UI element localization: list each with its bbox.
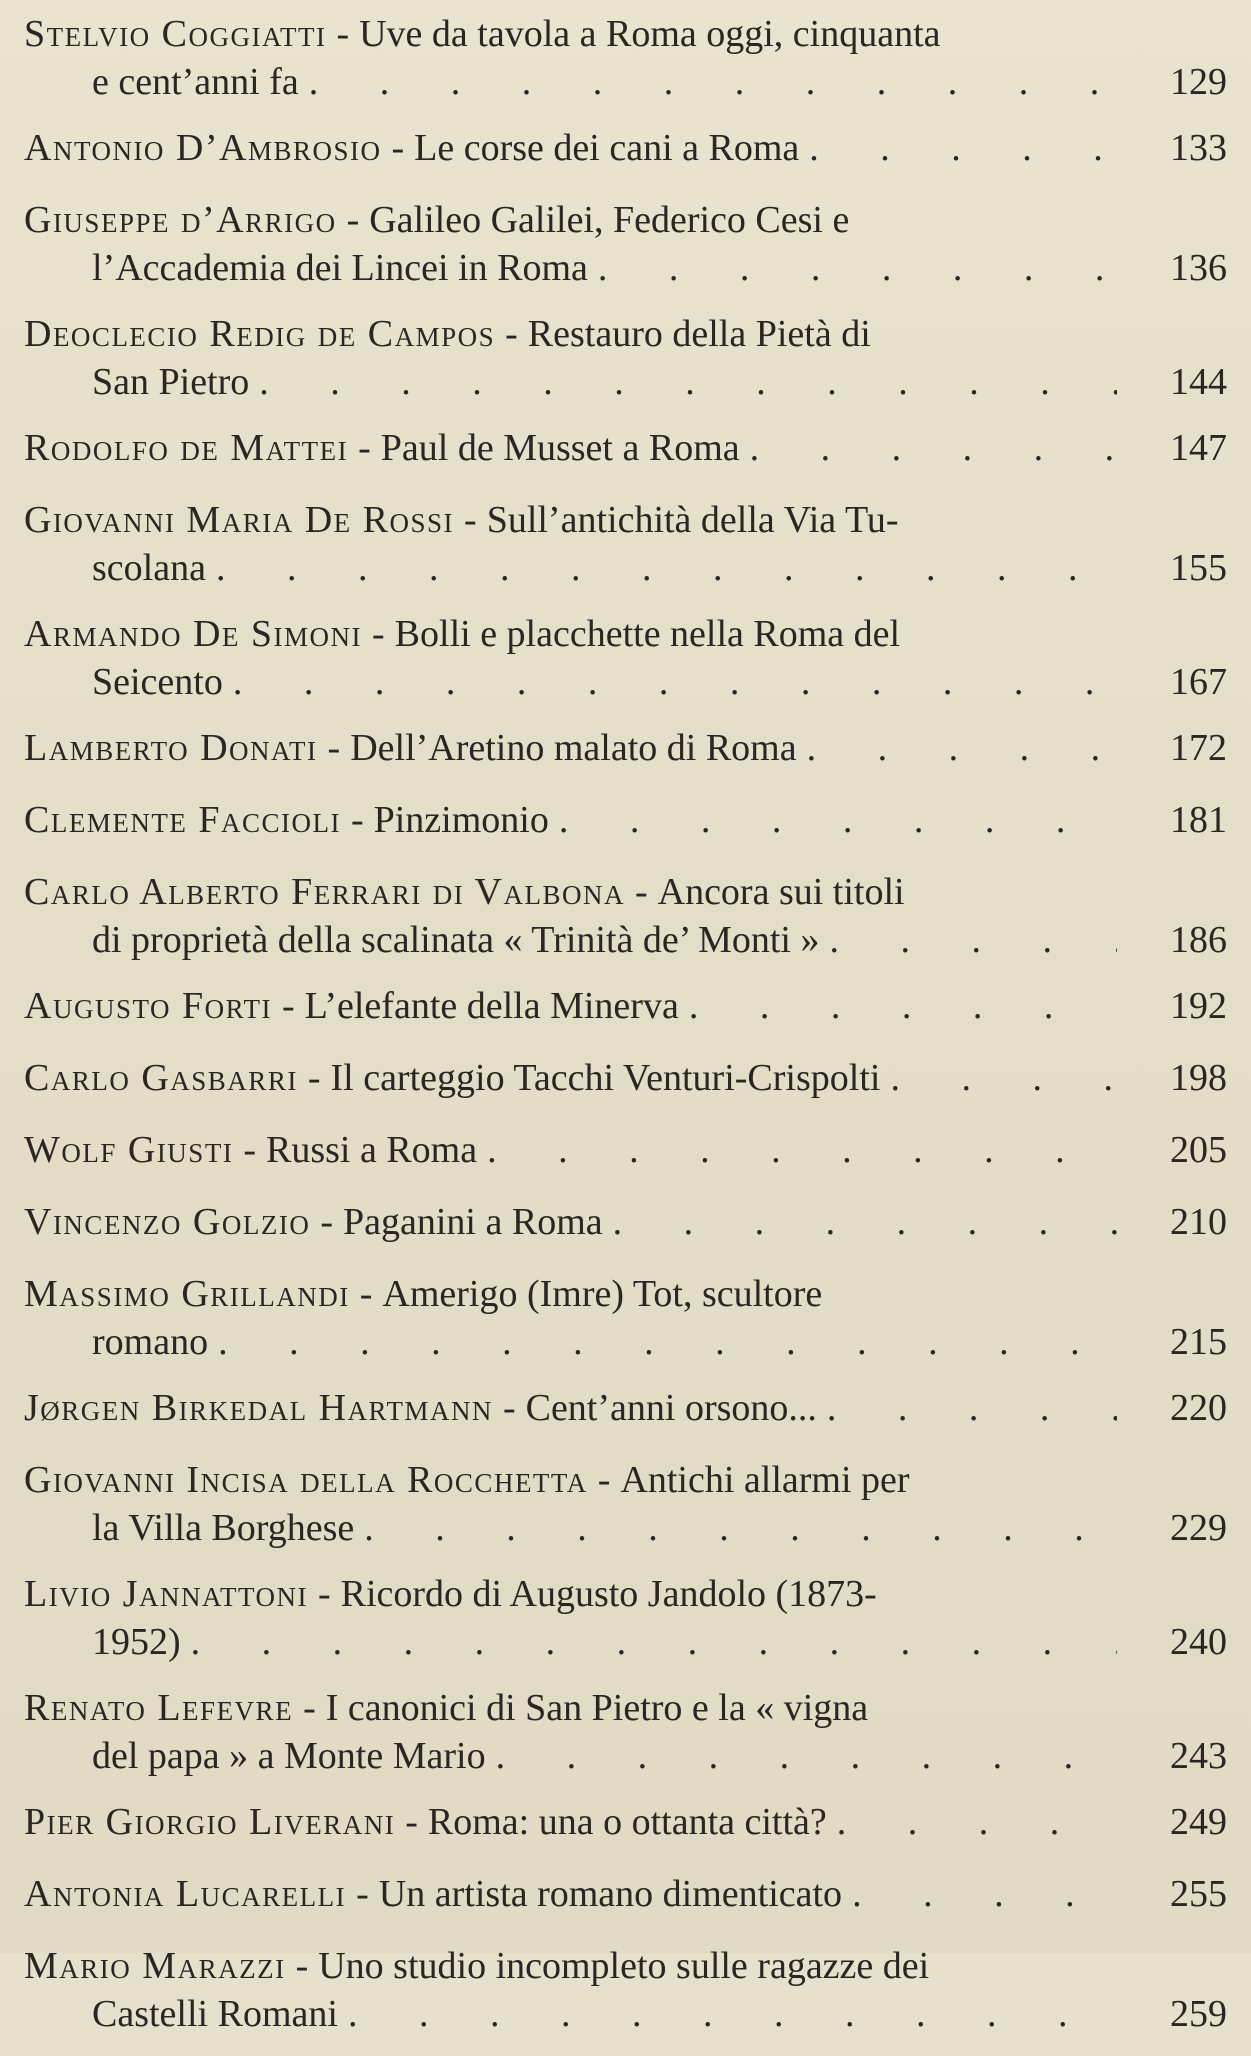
entry-author: Massimo Grillandi [24,1273,350,1315]
toc-line [24,658,1229,706]
entry-author: Augusto Forti [24,985,272,1027]
toc-line: Giuseppe d’Arrigo - Galileo Galilei, Federico Cesi e [24,199,850,241]
entry-author: Wolf Giusti [24,1129,234,1171]
dot-leader [299,58,1117,106]
entry-title: Uno studio incompleto sulle ragazze dei [318,1945,930,1987]
toc-entry [24,1126,1229,1174]
dot-leader [880,1054,1117,1102]
entry-author: Rodolfo de Mattei [24,427,349,469]
entry-author: Livio Jannattoni [24,1573,308,1615]
entry-title: Dell’Aretino malato di Roma [350,727,797,769]
entry-title: Ancora sui titoli [657,871,905,913]
toc-entry [24,124,1229,172]
toc-entry [24,610,1229,706]
entry-title-continued: di proprietà della scalinata « Trinità de’ Monti » [92,919,820,961]
toc-line: Armando De Simoni - Bolli e placchette nella Roma del [24,613,901,655]
entry-page-number: 220 [1170,1387,1227,1429]
toc-line: Clemente Faccioli - Pinzimonio . . . 181 [24,796,1229,844]
dot-leader [208,1318,1117,1366]
entry-author: Carlo Gasbarri [24,1057,298,1099]
toc-line: Carlo Alberto Ferrari di Valbona - Ancora sui titoli [24,871,905,913]
entry-page-number: 186 [1170,919,1227,961]
toc-line [24,244,1229,292]
toc-entry [24,1870,1229,1918]
entry-title: Roma: una o ottanta città? [427,1801,827,1843]
toc-entry [24,1384,1229,1432]
entry-page-number: 215 [1170,1321,1227,1363]
toc-line: Augusto Forti - L’elefante della Minerva . . . 192 [24,982,1229,1030]
toc-line [24,1618,1229,1666]
entry-author: Giovanni Maria De Rossi [24,499,455,541]
entry-title: Un artista romano dimenticato [378,1873,843,1915]
entry-author: Deoclecio Redig de Campos [24,313,496,355]
entry-author: Antonio D’Ambrosio [24,127,382,169]
dot-leader [799,124,1117,172]
entry-author: Jørgen Birkedal Hartmann [24,1387,493,1429]
toc-line [24,1504,1229,1552]
entry-page-number: 133 [1170,127,1227,169]
toc-line [24,544,1229,592]
entry-title: Galileo Galilei, Federico Cesi e [369,199,850,241]
toc-line: Livio Jannattoni - Ricordo di Augusto Jandolo (1873- [24,1573,877,1615]
toc-line: Carlo Gasbarri - Il carteggio Tacchi Venturi-Crispolti . . . 198 [24,1054,1229,1102]
toc-line: Massimo Grillandi - Amerigo (Imre) Tot, scultore [24,1273,823,1315]
dot-leader [549,796,1117,844]
toc-line: Antonia Lucarelli - Un artista romano dimenticato . . . 255 [24,1870,1229,1918]
toc-line: Pier Giorgio Liverani - Roma: una o ottanta città? . . . 249 [24,1798,1229,1846]
entry-title-continued: San Pietro [92,361,250,403]
toc-line: Vincenzo Golzio - Paganini a Roma . . . 210 [24,1198,1229,1246]
toc-entry [24,196,1229,292]
entry-page-number: 255 [1170,1873,1227,1915]
toc-entry [24,1270,1229,1366]
dot-leader [249,358,1117,406]
toc-line: Mario Marazzi - Uno studio incompleto sulle ragazze dei [24,1945,930,1987]
toc-entry [24,1684,1229,1780]
dot-leader [827,1798,1117,1846]
toc-entry [24,1054,1229,1102]
dot-leader [819,916,1117,964]
entry-author: Giovanni Incisa della Rocchetta [24,1459,588,1501]
dot-leader [817,1384,1117,1432]
entry-title-continued: l’Accademia dei Lincei in Roma [92,247,588,289]
toc-entry [24,1570,1229,1666]
dot-leader [338,1990,1117,2038]
table-of-contents [24,10,1229,2056]
entry-page-number: 192 [1170,985,1227,1027]
entry-title: Antichi allarmi per [620,1459,910,1501]
entry-page-number: 210 [1170,1201,1227,1243]
toc-line: Wolf Giusti - Russi a Roma . . . 205 [24,1126,1229,1174]
entry-page-number: 147 [1170,427,1227,469]
toc-line: Renato Lefevre - I canonici di San Pietro e la « vigna [24,1687,869,1729]
entry-title-continued: la Villa Borghese [92,1507,355,1549]
entry-page-number: 136 [1170,247,1227,289]
entry-title: Amerigo (Imre) Tot, scultore [382,1273,823,1315]
dot-leader [740,424,1117,472]
entry-title: Ricordo di Augusto Jandolo (1873- [340,1573,877,1615]
toc-line [24,1990,1229,2038]
entry-title-continued: 1952) [92,1621,181,1663]
entry-author: Renato Lefevre [24,1687,294,1729]
toc-entry [24,724,1229,772]
entry-page-number: 249 [1170,1801,1227,1843]
entry-author: Mario Marazzi [24,1945,286,1987]
entry-page-number: 172 [1170,727,1227,769]
toc-line [24,1732,1229,1780]
dot-leader [223,658,1117,706]
toc-entry [24,1198,1229,1246]
entry-author: Carlo Alberto Ferrari di Valbona [24,871,625,913]
entry-title: Restauro della Pietà di [527,313,871,355]
dot-leader [181,1618,1117,1666]
entry-page-number: 205 [1170,1129,1227,1171]
toc-entry [24,868,1229,964]
entry-page-number: 129 [1170,61,1227,103]
dot-leader [206,544,1117,592]
entry-title-continued: e cent’anni fa [92,61,299,103]
toc-line: Jørgen Birkedal Hartmann - Cent’anni orsono... . . . 220 [24,1384,1229,1432]
toc-line: Giovanni Maria De Rossi - Sull’antichità della Via Tu- [24,499,899,541]
toc-line: Antonio D’Ambrosio - Le corse dei cani a Roma . . . 133 [24,124,1229,172]
dot-leader [603,1198,1117,1246]
entry-author: Clemente Faccioli [24,799,341,841]
entry-title: Le corse dei cani a Roma [414,127,800,169]
entry-title: Pinzimonio [373,799,549,841]
toc-line [24,916,1229,964]
toc-entry [24,1798,1229,1846]
entry-page-number: 181 [1170,799,1227,841]
entry-title: Paganini a Roma [343,1201,603,1243]
toc-line: Deoclecio Redig de Campos - Restauro della Pietà di [24,313,871,355]
dot-leader [797,724,1117,772]
dot-leader [486,1732,1117,1780]
entry-title: I canonici di San Pietro e la « vigna [325,1687,869,1729]
entry-author: Antonia Lucarelli [24,1873,347,1915]
toc-entry [24,982,1229,1030]
entry-page-number: 155 [1170,547,1227,589]
entry-author: Giuseppe d’Arrigo [24,199,337,241]
entry-title: Paul de Musset a Roma [380,427,740,469]
toc-line [24,58,1229,106]
toc-entry [24,496,1229,592]
entry-title: Il carteggio Tacchi Venturi-Crispolti [330,1057,881,1099]
toc-line: Giovanni Incisa della Rocchetta - Antichi allarmi per [24,1459,910,1501]
toc-entry [24,424,1229,472]
toc-line: Rodolfo de Mattei - Paul de Musset a Roma . . . 147 [24,424,1229,472]
dot-leader [588,244,1117,292]
toc-line [24,358,1229,406]
dot-leader [842,1870,1117,1918]
dot-leader [477,1126,1117,1174]
entry-title-continued: romano [92,1321,209,1363]
entry-title-continued: Seicento [92,661,223,703]
entry-author: Pier Giorgio Liverani [24,1801,396,1843]
entry-page-number: 243 [1170,1735,1227,1777]
entry-author: Lamberto Donati [24,727,318,769]
toc-line: Lamberto Donati - Dell’Aretino malato di Roma . . . 172 [24,724,1229,772]
entry-title-continued: del papa » a Monte Mario [92,1735,486,1777]
entry-page-number: 144 [1170,361,1227,403]
entry-author: Vincenzo Golzio [24,1201,311,1243]
entry-title: Russi a Roma [265,1129,478,1171]
toc-line [24,1318,1229,1366]
toc-entry [24,1942,1229,2038]
entry-author: Armando De Simoni [24,613,363,655]
entry-title: Sull’antichità della Via Tu- [486,499,899,541]
entry-page-number: 198 [1170,1057,1227,1099]
entry-author: Stelvio Coggiatti [24,13,327,55]
toc-entry [24,1456,1229,1552]
entry-title-continued: scolana [92,547,206,589]
entry-page-number: 229 [1170,1507,1227,1549]
toc-line: Stelvio Coggiatti - Uve da tavola a Roma oggi, cinquanta [24,13,941,55]
entry-title: Bolli e placchette nella Roma del [394,613,901,655]
entry-page-number: 259 [1170,1993,1227,2035]
toc-entry [24,796,1229,844]
toc-entry [24,10,1229,106]
toc-entry [24,310,1229,406]
entry-page-number: 240 [1170,1621,1227,1663]
entry-page-number: 167 [1170,661,1227,703]
entry-title-continued: Castelli Romani [92,1993,338,2035]
entry-title: Cent’anni orsono... [525,1387,817,1429]
entry-title: Uve da tavola a Roma oggi, cinquanta [359,13,941,55]
dot-leader [679,982,1117,1030]
dot-leader [354,1504,1117,1552]
entry-title: L’elefante della Minerva [304,985,679,1027]
